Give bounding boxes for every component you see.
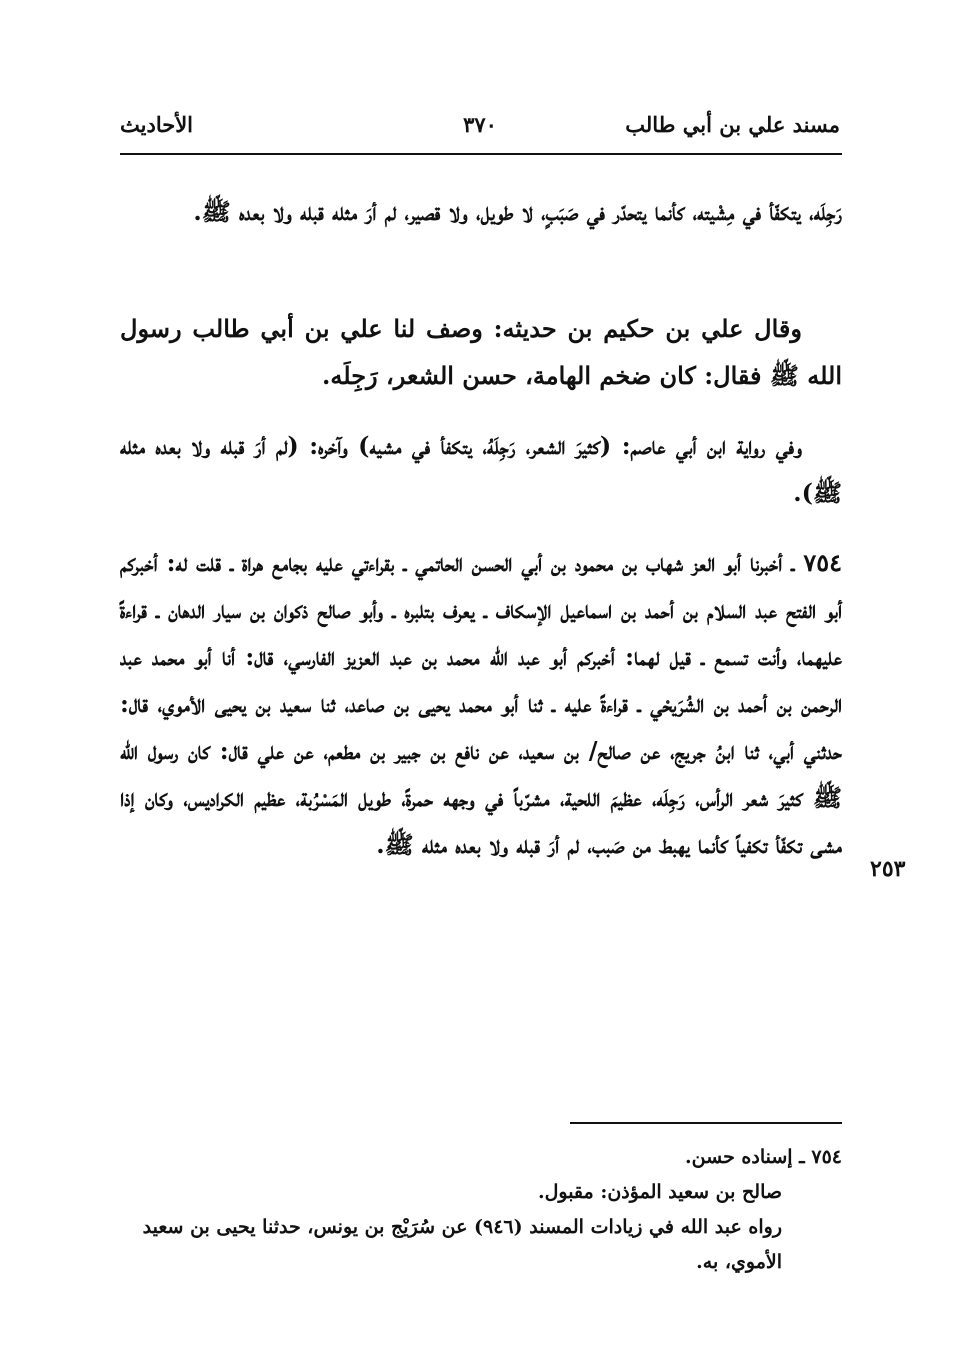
hadith-754 (120, 539, 842, 868)
footnote-line: صالح بن سعيد المؤذن: مقبول. (537, 1181, 782, 1203)
paragraph-text: رَجِلَه، يتكفّأ في مِشْيته، كأنما يتحدّر في صَبَبٍ، لا طويل، ولا قصير، لم أرَ مثله قبله ولا بعده ﷺ. (193, 197, 842, 226)
paragraph-text: وفي رواية ابن أبي عاصم: (كثيرَ الشعر، رَجِلَهُ، يتكفأ في مشيه) وآخره: (لم أرَ قبله ولا بعده مثله ﷺ). (120, 431, 842, 507)
footnote-line: رواه عبد الله في زيادات المسند (٩٤٦) عن سُرَيْج بن يونس، حدثنا يحيى بن سعيد الأموي، به. (142, 1216, 782, 1273)
header-rule (120, 153, 842, 155)
paragraph-3 (120, 422, 842, 516)
paragraph-text: وقال علي بن حكيم بن حديثه: وصف لنا علي بن أبي طالب رسول الله ﷺ فقال: كان ضخم الهامة، حسن الشعر، رَجِلَه. (120, 314, 842, 390)
page-number: ٣٧٠ (463, 112, 497, 137)
book-title: مسند علي بن أبي طالب (625, 112, 840, 137)
footnote-line: ٧٥٤ ـ إسناده حسن. (685, 1146, 842, 1168)
section-title: الأحاديث (120, 112, 194, 137)
paragraph-1 (120, 188, 842, 235)
paragraph-text: ٧٥٤ ـ أخبرنا أبو العز شهاب بن محمود بن أبي الحسن الحاتمي ـ بقراءتي عليه بجامع هراة ـ قلت له: أخبركم أبو الفتح عبد السلام بن أحمد بن اسماعيل الإسكاف ـ يعرف بتلبره ـ وأبو صالح ذكوان بن سيار الدهان ـ قراءةً عليهما، وأنت تسمع ـ قيل لهما: أخبركم أبو عبد الله محمد بن عبد العزيز الفارسي، قال: أنا أبو محمد عبد الرحمن بن أحمد بن الشُرَيحْي ـ قراءةً عليه ـ ثنا أبو محمد يحيى بن صاعد، ثنا سعيد بن يحيى الأموي، قال: حدثني أبي، ثنا ابنُ جريج، عن صالح/ بن سعيد، عن نافع بن جبير بن مطعم، عن علي قال: كان رسول الله ﷺ كثيرَ شعر الرأس، رَجِلَه، عظيمَ اللحية، مشرّباً في وجهه حمرةً، طويل المَسْرُبة، عظيم الكراديس، وكان إذا مشى تكفّأ تكفياً كأنما يهبط من صَبب، لم أرَ قبله ولا بعده مثله ﷺ. (120, 548, 843, 859)
footnotes (120, 1140, 842, 1280)
running-header (120, 112, 840, 148)
margin-page-number: ٢٥٣ (870, 856, 906, 882)
footnote-rule (570, 1122, 842, 1124)
paragraph-2 (120, 305, 842, 399)
